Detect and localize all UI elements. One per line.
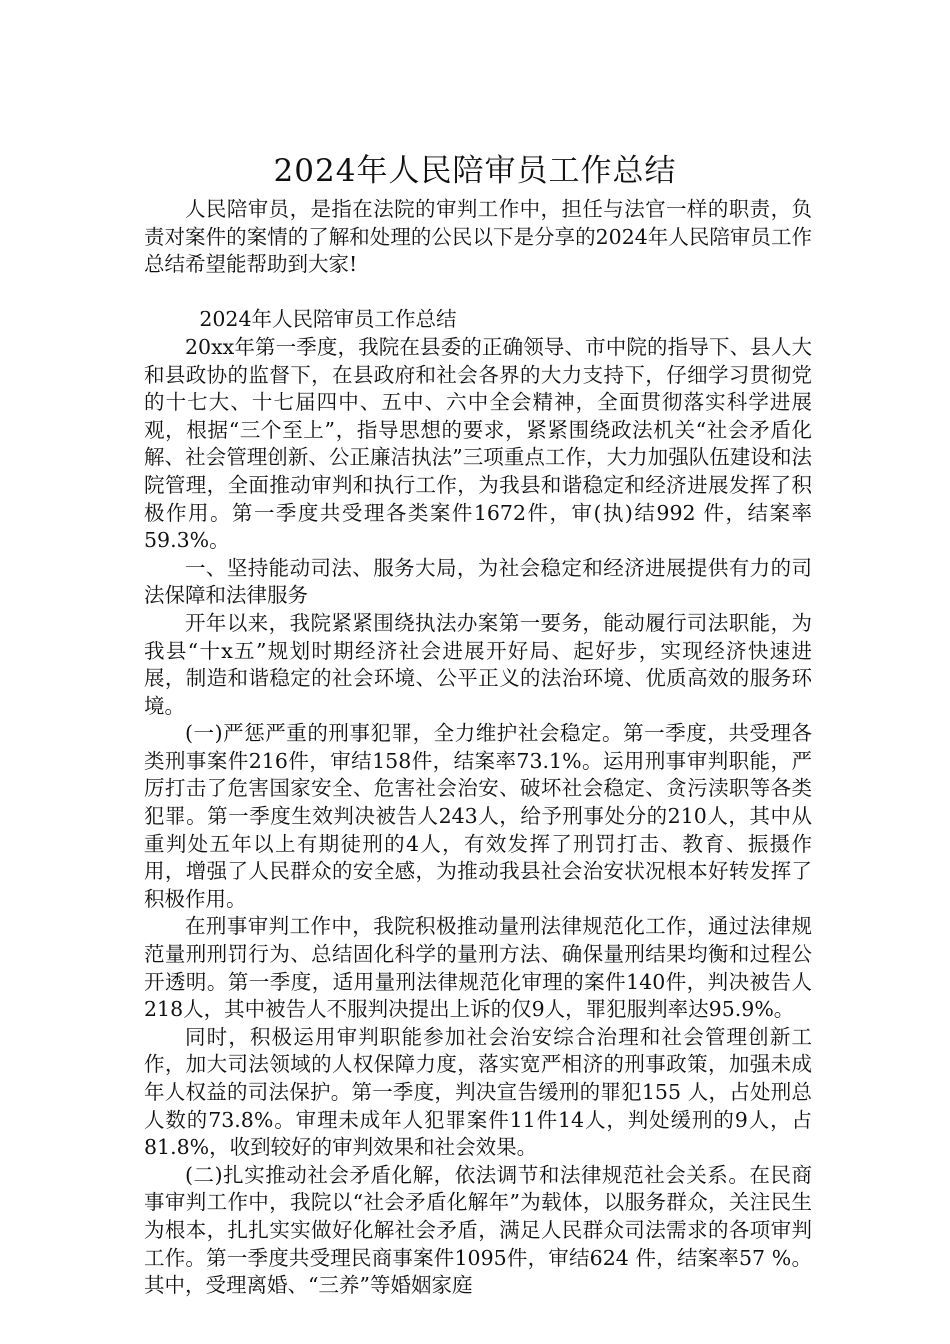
body-paragraph: 在刑事审判工作中，我院积极推动量刑法律规范化工作，通过法律规范量刑刑罚行为、总结固化科学的量刑方法、确保量刑结果均衡和过程公开透明。第一季度，适用量刑法律规范化审理的案件140件，判决被告人218人，其中被告人不服判决提出上诉的仅9人，罪犯服判率达95.9%。 (144, 914, 812, 1022)
document-body (144, 196, 812, 1300)
body-paragraph: (一)严惩严重的刑事犯罪，全力维护社会稳定。第一季度，共受理各类刑事案件216件，审结158件，结案率73.1%。运用刑事审判职能，严厉打击了危害国家安全、危害社会治安、破坏社会稳定、贪污渎职等各类犯罪。第一季度生效判决被告人243人，给予刑事处分的210人，其中从重判处五年以上有期徒刑的4人，有效发挥了刑罚打击、教育、振摄作用，增强了人民群众的安全感，为推动我县社会治安状况根本好转发挥了积极作用。 (144, 721, 812, 911)
intro-paragraph: 人民陪审员，是指在法院的审判工作中，担任与法官一样的职责，负责对案件的案情的了解和处理的公民以下是分享的2024年人民陪审员工作总结希望能帮助到大家! (144, 197, 812, 277)
body-paragraph: 开年以来，我院紧紧围绕执法办案第一要务，能动履行司法职能，为我县“十x五”规划时期经济社会进展开好局、起好步，实现经济快速进展，制造和谐稳定的社会环境、公平正义的法治环境、优质高效的服务环境。 (144, 610, 812, 718)
section-subtitle: 2024年人民陪审员工作总结 (199, 307, 457, 332)
body-paragraph: 同时，积极运用审判职能参加社会治安综合治理和社会管理创新工作，加大司法领域的人权保障力度，落实宽严相济的刑事政策，加强未成年人权益的司法保护。第一季度，判决宣告缓刑的罪犯155 人，占处刑总人数的73.8%。审理未成年人犯罪案件11件14人，判处缓刑的9人，占81.8%，收到较好的审判效果和社会效果。 (144, 1024, 812, 1160)
body-paragraph: (二)扎实推动社会矛盾化解，依法调节和法律规范社会关系。在民商事审判工作中，我院以“社会矛盾化解年”为载体，以服务群众，关注民生为根本，扎扎实实做好化解社会矛盾，满足人民群众司法需求的各项审判工作。第一季度共受理民商事案件1095件，审结624 件，结案率57 %。其中，受理离婚、“三养”等婚姻家庭 (144, 1162, 812, 1298)
document-title: 2024年人民陪审员工作总结 (273, 152, 677, 189)
body-paragraph: 20xx年第一季度，我院在县委的正确领导、市中院的指导下、县人大和县政协的监督下，在县政府和社会各界的大力支持下，仔细学习贯彻党的十七大、十七届四中、五中、六中全会精神，全面贯彻落实科学进展观，根据“三个至上”，指导思想的要求，紧紧围绕政法机关“社会矛盾化解、社会管理创新、公正廉洁执法”三项重点工作，大力加强队伍建设和法院管理，全面推动审判和执行工作，为我县和谐稳定和经济进展发挥了积极作用。第一季度共受理各类案件1672件，审(执)结992 件，结案率59.3%。 (144, 334, 812, 553)
section-heading: 一、坚持能动司法、服务大局，为社会稳定和经济进展提供有力的司法保障和法律服务 (144, 555, 812, 608)
